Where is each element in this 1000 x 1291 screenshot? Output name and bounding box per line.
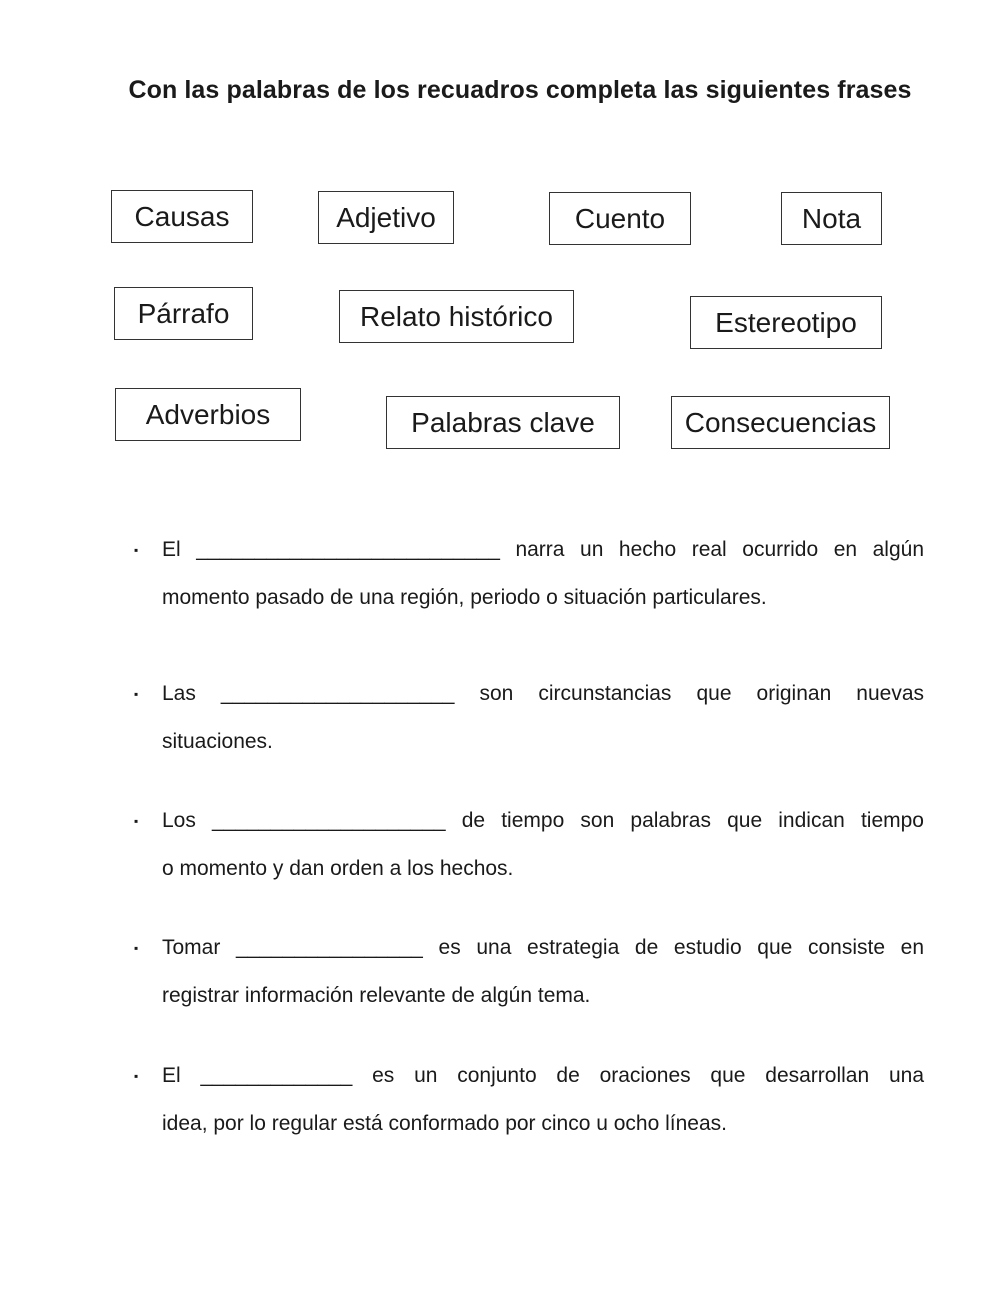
sentence-line: situaciones. — [162, 730, 273, 753]
sentence-line: El _____________ es un conjunto de oraciones que desarrollan una — [162, 1064, 924, 1087]
sentence-line: Los ____________________ de tiempo son palabras que indican tiempo — [162, 809, 924, 832]
bullet-icon: ▪ — [134, 1069, 139, 1083]
sentence-item — [134, 797, 924, 893]
word-box-cuento: Cuento — [549, 192, 691, 245]
word-box-adjetivo: Adjetivo — [318, 191, 454, 244]
word-box-palabras-clave: Palabras clave — [386, 396, 620, 449]
bullet-icon: ▪ — [134, 814, 139, 828]
word-box-causas: Causas — [111, 190, 253, 243]
word-box-adverbios: Adverbios — [115, 388, 301, 441]
word-box-relato-historico: Relato histórico — [339, 290, 574, 343]
sentence-line: momento pasado de una región, periodo o situación particulares. — [162, 586, 767, 609]
sentence-line: El __________________________ narra un hecho real ocurrido en algún — [162, 538, 924, 561]
sentence-item — [134, 924, 924, 1020]
word-box-estereotipo: Estereotipo — [690, 296, 882, 349]
sentence-line: registrar información relevante de algún tema. — [162, 984, 591, 1007]
sentence-item — [134, 1052, 924, 1148]
word-box-parrafo: Párrafo — [114, 287, 253, 340]
sentence-line: Tomar ________________ es una estrategia de estudio que consiste en — [162, 936, 924, 959]
word-box-nota: Nota — [781, 192, 882, 245]
word-box-consecuencias: Consecuencias — [671, 396, 890, 449]
sentence-item — [134, 526, 924, 622]
sentence-line: idea, por lo regular está conformado por cinco u ocho líneas. — [162, 1112, 728, 1135]
bullet-icon: ▪ — [134, 941, 139, 955]
sentence-line: Las ____________________ son circunstancias que originan nuevas — [162, 682, 924, 705]
bullet-icon: ▪ — [134, 543, 139, 557]
sentence-item — [134, 670, 924, 766]
sentence-line: o momento y dan orden a los hechos. — [162, 857, 514, 880]
bullet-icon: ▪ — [134, 687, 139, 701]
worksheet-title: Con las palabras de los recuadros completa las siguientes frases — [128, 76, 912, 104]
